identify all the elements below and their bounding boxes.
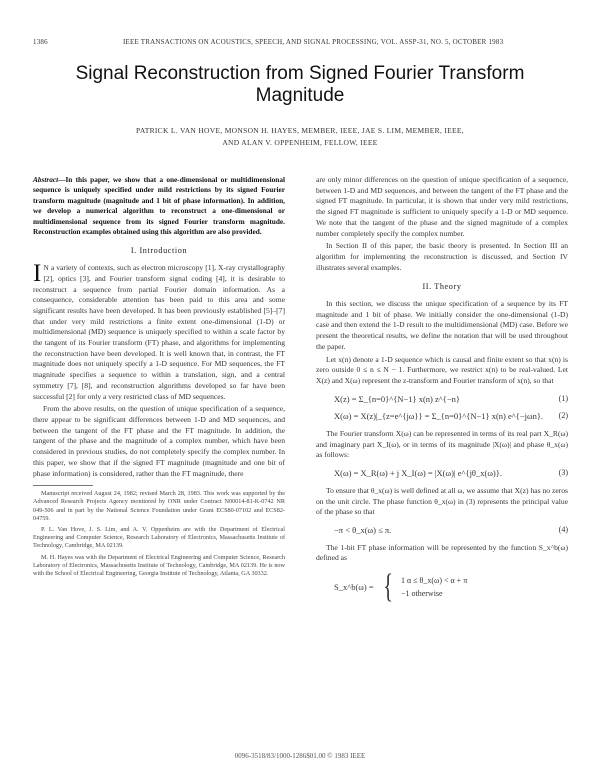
equation-1-body: X(z) = Σ_{n=0}^{N−1} x(n) z^{−n} <box>334 393 460 404</box>
theory-paragraph-2: Let x(n) denote a 1-D sequence which is causal and finite extent so that x(n) is zero outside 0 ≤ n ≤ N − 1. Furthermore, we restrict x(n) to be real-valued. Let X(z) and X(ω) represent the z-transform and Fourier transform of x(n), so that <box>316 354 568 385</box>
equation-5-cases <box>401 574 467 600</box>
equation-2-body: X(ω) = X(z)|_{z=e^{jω}} = Σ_{n=0}^{N−1} x(n) e^{−jωn}. <box>334 411 544 422</box>
equation-5-lhs: S_x^b(ω) = <box>334 581 374 592</box>
journal-name: IEEE TRANSACTIONS ON ACOUSTICS, SPEECH, AND SIGNAL PROCESSING, VOL. ASSP-31, NO. 5, OCTOBER 1983 <box>123 38 504 46</box>
running-head <box>33 38 567 50</box>
author-list <box>60 125 540 149</box>
abstract-text: —In this paper, we show that a one-dimensional or multidimensional sequence is uniquely specified under mild restrictions by its signed Fourier transform magnitude (magnitude and 1 bit of phase information). In addition, we develop a numerical algorithm to reconstruct a one-dimensional or multidimensional sequence from its signed Fourier transform magnitude. Reconstruction examples obtained using this algorithm are also provided. <box>33 175 285 237</box>
section-heading-theory: II. Theory <box>422 282 462 292</box>
author-line-1: PATRICK L. VAN HOVE, MONSON H. HAYES, MEMBER, IEEE, JAE S. LIM, MEMBER, IEEE, <box>136 126 464 135</box>
equation-3-body: X(ω) = X_R(ω) + j X_I(ω) = |X(ω)| e^{jθ_x(ω)}. <box>334 468 502 479</box>
footnote-manuscript: Manuscript received August 24, 1982; revised March 28, 1983. This work was supported by the Advanced Research Projects Agency monitored by ONR under Contract N00014-81-K-0742 NR 049-506 and in part by the National Science Foundation under Grant ECS80-07102 and ECS82-04759. <box>33 490 285 522</box>
footnote-rule <box>33 485 93 486</box>
page-number: 1386 <box>33 38 48 46</box>
footnote-affiliation-1: P. L. Van Hove, J. S. Lim, and A. V. Oppenheim are with the Department of Electrical Engineering and Computer Science, Research Laboratory of Electronics, Massachusetts Institute of Technology, Cambridge, MA 02139. <box>33 526 285 550</box>
left-column <box>33 175 285 581</box>
copyright-footer: 0096-3518/83/1000-1286$01.00 © 1983 IEEE <box>234 752 366 760</box>
intro-continuation: are only minor differences on the question of unique specification of a sequence, between 1-D and MD sequences, and between the tangent of the FT phase and the signed FT magnitude. In particular, it is shown that under very mild restrictions, the signed FT magnitude is sufficient to uniquely specify a 1-D or MD sequence. We note that the tangent of the phase and the signed magnitude of a complex number completely specify the complex number. <box>316 175 568 238</box>
left-brace-glyph: { <box>382 568 393 606</box>
equation-5 <box>316 568 568 606</box>
intro-paragraph-1-text: N a variety of contexts, such as electron microscopy [1], X-ray crystallography [2], optics [3], and Fourier transform signal coding [4], it is desirable to reconstruct a sequence from partial Fourier domain information. As a consequence, considerable attention has been paid to this area and some significant results have been developed. It has been previously established [5]–[7] that under very mild restrictions a finite extent one-dimensional (1-D) or multidimensional (MD) sequence is uniquely specified to within a scale factor by the tangent of its Fourier transform (FT) phase, and algorithms for implementing the reconstruction have been developed. It is well known that, in contrast, the FT magnitude does not uniquely specify a 1-D sequence. For MD sequences, the FT magnitude specifies a sequence to within a translation, sign, and a central symmetry [7], [8], and reconstruction algorithms developed so far have been successful [2] for only a very restricted class of MD sequences. <box>33 263 285 401</box>
theory-paragraph-1: In this section, we discuss the unique specification of a sequence by its FT magnitude and 1 bit of phase. We initially consider the one-dimensional (1-D) case and then extend the 1-D result to the multidimensional (MD) case. Before we present the theoretical results, we define the notation that will be used throughout the paper. <box>316 299 568 351</box>
section-heading-introduction: I. Introduction <box>130 246 188 256</box>
theory-paragraph-3: The Fourier transform X(ω) can be represented in terms of its real part X_R(ω) and imaginary part X_I(ω), or in terms of its magnitude |X(ω)| and phase θ_x(ω) as follows: <box>316 429 568 460</box>
author-line-2: AND ALAN V. OPPENHEIM, FELLOW, IEEE <box>222 138 378 147</box>
theory-paragraph-4: To ensure that θ_x(ω) is well defined at all ω, we assume that X(z) has no zeros on the unit circle. The phase function θ_x(ω) in (3) represents the principal value of the phase so that <box>316 485 568 517</box>
theory-paragraph-5: The 1-bit FT phase information will be represented by the function S_x^b(ω) defined as <box>316 542 568 563</box>
intro-paragraph-2: From the above results, on the question of unique specification of a sequence, there appear to be significant differences between 1-D and MD sequences, and between the tangent of the FT phase and the FT magnitude. In addition, the tangent of the phase and the magnitude of a complex number, which have been considered in previous studies, do not completely specify the complex number. In this paper, we show that if the signed FT magnitude (magnitude and one bit of phase information) is considered, rather than the FT magnitude, there <box>33 404 285 478</box>
equation-5-case-1: 1 α ≤ θ_x(ω) < α + π <box>400 576 468 586</box>
equation-2-number: (2) <box>558 411 568 421</box>
equation-3-number: (3) <box>558 468 568 478</box>
paper-title: Signal Reconstruction from Signed Fourier Transform Magnitude <box>75 63 525 106</box>
drop-cap: I <box>33 260 42 288</box>
equation-5-case-2: −1 otherwise <box>400 589 443 599</box>
equation-4-number: (4) <box>558 524 568 534</box>
equation-3 <box>316 468 568 479</box>
abstract-lead: Abstract <box>33 175 59 184</box>
equation-1-number: (1) <box>558 393 568 403</box>
footnotes <box>33 485 285 578</box>
equation-1 <box>316 394 568 405</box>
footnote-affiliation-2: M. H. Hayes was with the Department of Electrical Engineering and Computer Science, Research Laboratory of Electronics, Massachusetts Institute of Technology, Cambridge, MA 02139. He is now with the School of Electrical Engineering, Georgia Institute of Technology, Atlanta, GA 30332. <box>33 553 285 578</box>
equation-2 <box>316 411 568 422</box>
paper-outline-paragraph: In Section II of this paper, the basic theory is presented. In Section III an algorithm for implementing the reconstruction is discussed, and Section IV illustrates several examples. <box>316 241 568 272</box>
equation-4 <box>316 525 568 536</box>
intro-paragraph-1 <box>33 260 285 402</box>
abstract <box>33 175 285 237</box>
right-column <box>316 175 568 610</box>
equation-4-body: −π < θ_x(ω) ≤ π. <box>334 524 392 535</box>
